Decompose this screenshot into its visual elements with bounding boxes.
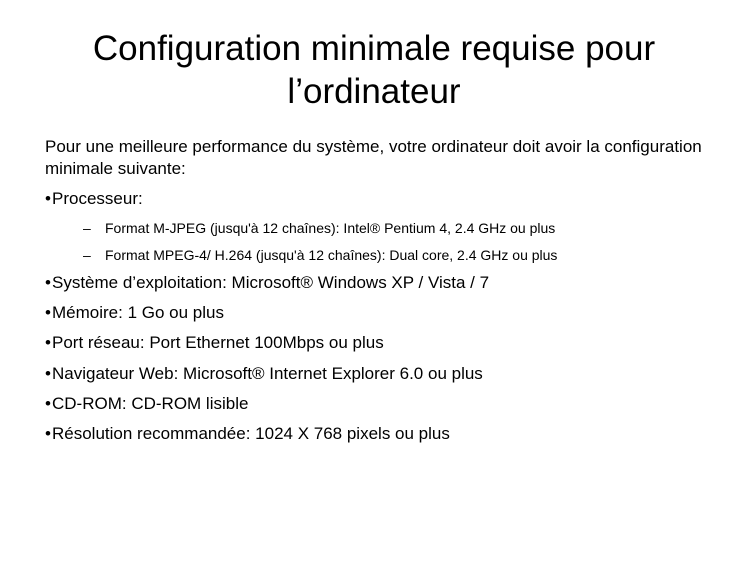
bullet-os [45, 273, 489, 293]
bullet-glyph: • [45, 273, 51, 292]
bullet-text: Port réseau: Port Ethernet 100Mbps ou plus [52, 333, 384, 352]
sub-item-mjpeg [83, 219, 555, 237]
sub-item-mpeg4 [83, 246, 557, 264]
bullet-glyph: • [45, 333, 51, 352]
bullet-text: Navigateur Web: Microsoft® Internet Explorer 6.0 ou plus [52, 364, 483, 383]
bullet-glyph: • [45, 189, 51, 208]
bullet-cdrom [45, 394, 248, 414]
bullet-text: Résolution recommandée: 1024 X 768 pixels ou plus [52, 424, 450, 443]
bullet-glyph: • [45, 364, 51, 383]
bullet-glyph: • [45, 424, 51, 443]
bullet-text: CD-ROM: CD-ROM lisible [52, 394, 249, 413]
dash-glyph: – [83, 220, 91, 236]
bullet-text: Mémoire: 1 Go ou plus [52, 303, 224, 322]
bullet-glyph: • [45, 303, 51, 322]
bullet-resolution [45, 424, 450, 444]
processor-label: Processeur: [52, 189, 143, 208]
bullet-processor [45, 189, 143, 209]
dash-glyph: – [83, 247, 91, 263]
slide-title [40, 27, 708, 113]
sub-item-text: Format M-JPEG (jusqu'à 12 chaînes): Intel® Pentium 4, 2.4 GHz ou plus [105, 220, 556, 236]
title-line-1: Configuration minimale requise pour [92, 29, 656, 68]
bullet-memory [45, 303, 224, 323]
intro-paragraph: Pour une meilleure performance du système, votre ordinateur doit avoir la configuration minimale suivante: [45, 137, 702, 178]
sub-item-text: Format MPEG-4/ H.264 (jusqu'à 12 chaînes): Dual core, 2.4 GHz ou plus [105, 247, 558, 263]
title-line-2: l’ordinateur [287, 72, 461, 111]
bullet-glyph: • [45, 394, 51, 413]
bullet-text: Système d’exploitation: Microsoft® Windows XP / Vista / 7 [52, 273, 490, 292]
bullet-network [45, 333, 384, 353]
bullet-browser [45, 364, 483, 384]
